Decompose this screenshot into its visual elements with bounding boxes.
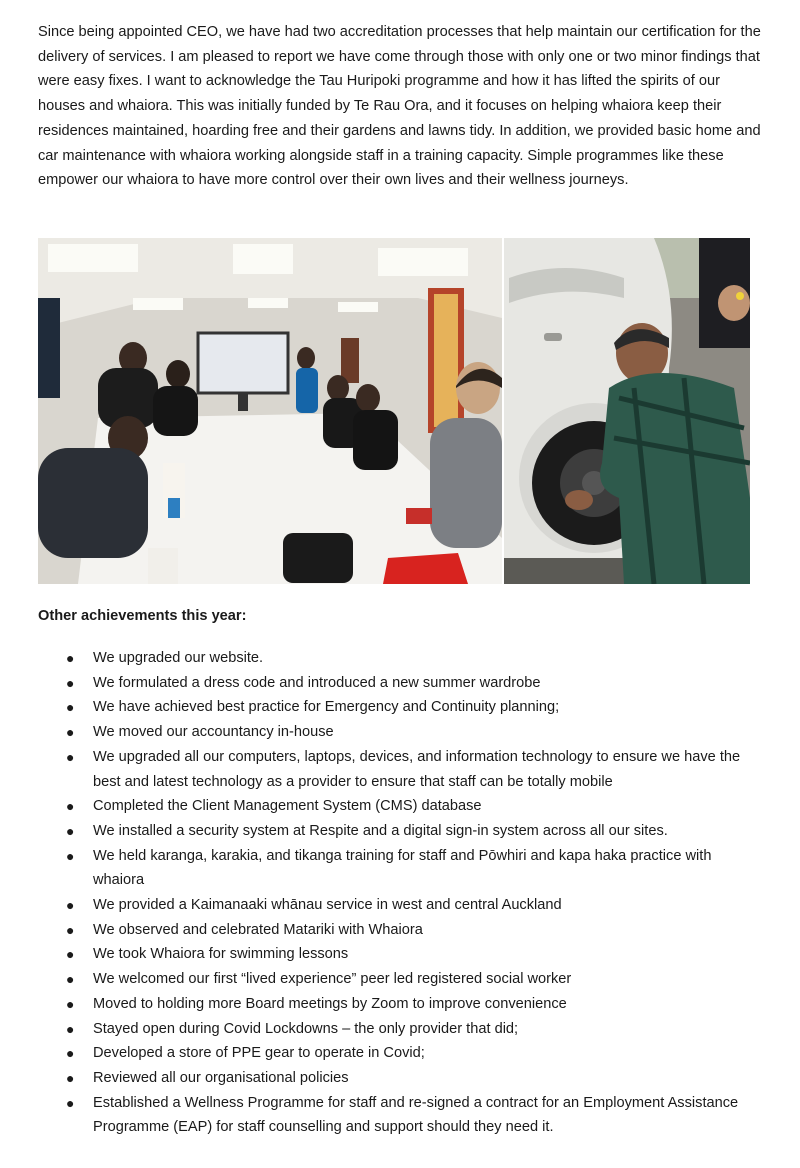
list-item: ● We moved our accountancy in-house — [64, 720, 764, 745]
list-item: ● We installed a security system at Respite and a digital sign-in system across all our sites. — [64, 819, 764, 844]
list-item: ● Developed a store of PPE gear to operate in Covid; — [64, 1041, 764, 1066]
achievements-heading: Other achievements this year: — [38, 608, 247, 624]
photo-strip — [38, 238, 750, 584]
list-item: ● We upgraded our website. — [64, 646, 764, 671]
list-item: ● Established a Wellness Programme for staff and re-signed a contract for an Employment Assistance Programme (EAP) for staff counselling and support should they need it. — [64, 1091, 764, 1140]
bullet-icon: ● — [66, 995, 75, 1012]
car-maintenance-photo — [504, 238, 750, 584]
bullet-icon: ● — [66, 971, 75, 988]
training-room-photo — [38, 238, 502, 584]
intro-paragraph: Since being appointed CEO, we have had two accreditation processes that help maintain our certification for the delivery of services. I am pleased to report we have come through those with only one or two minor findings that were easy fixes. I want to acknowledge the Tau Huripoki programme and how it has lifted the spirits of our houses and whaiora. This was initially funded by Te Rau Ora, and it focuses on helping whaiora keep their residences maintained, hoarding free and their gardens and lawns tidy. In addition, we provided basic home and car maintenance with whaiora working alongside staff in a training capacity. Simple programmes like these empower our whaiora to have more control over their own lives and their wellness journeys. — [38, 24, 761, 189]
bullet-icon: ● — [66, 1045, 75, 1062]
bullet-icon: ● — [66, 921, 75, 938]
bullet-icon: ● — [66, 1069, 75, 1086]
bullet-icon: ● — [66, 699, 75, 716]
list-item: ● Completed the Client Management System (CMS) database — [64, 794, 764, 819]
list-item: ● We upgraded all our computers, laptops, devices, and information technology to ensure we have the best and latest technology as a provider to ensure that staff can be totally mobile — [64, 745, 764, 794]
bullet-icon: ● — [66, 946, 75, 963]
list-item: ● We formulated a dress code and introduced a new summer wardrobe — [64, 671, 764, 696]
list-item: ● Reviewed all our organisational policies — [64, 1066, 764, 1091]
bullet-icon: ● — [66, 798, 75, 815]
list-item: ● We took Whaiora for swimming lessons — [64, 942, 764, 967]
list-item: ● Moved to holding more Board meetings by Zoom to improve convenience — [64, 992, 764, 1017]
bullet-icon: ● — [66, 847, 75, 864]
bullet-icon: ● — [66, 1020, 75, 1037]
achievements-list — [64, 646, 764, 1140]
list-item: ● We held karanga, karakia, and tikanga training for staff and Pōwhiri and kapa haka practice with whaiora — [64, 844, 764, 893]
list-item: ● We observed and celebrated Matariki with Whaiora — [64, 918, 764, 943]
list-item: ● We provided a Kaimanaaki whānau service in west and central Auckland — [64, 893, 764, 918]
list-item: ● We welcomed our first “lived experience” peer led registered social worker — [64, 967, 764, 992]
list-item: ● Stayed open during Covid Lockdowns – the only provider that did; — [64, 1017, 764, 1042]
bullet-icon: ● — [66, 897, 75, 914]
bullet-icon: ● — [66, 748, 75, 765]
bullet-icon: ● — [66, 650, 75, 666]
bullet-icon: ● — [66, 1094, 75, 1111]
list-item: ● We have achieved best practice for Emergency and Continuity planning; — [64, 695, 764, 720]
bullet-icon: ● — [66, 674, 75, 691]
bullet-icon: ● — [66, 822, 75, 839]
bullet-icon: ● — [66, 724, 75, 741]
